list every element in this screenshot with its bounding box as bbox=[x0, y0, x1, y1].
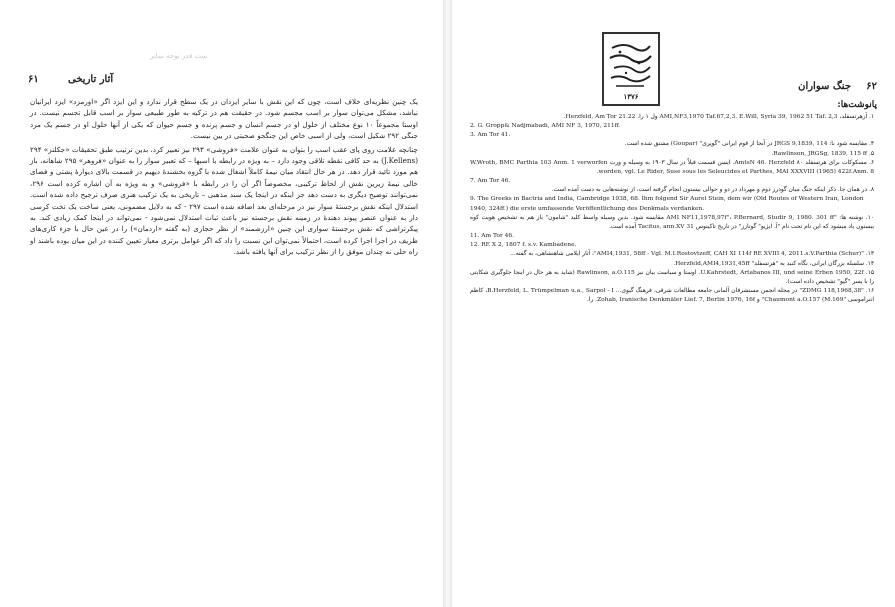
library-stamp bbox=[602, 32, 660, 106]
paragraph: چنانچه علامت روی پای عقب اسب را بتوان به عنوان علامت «فروشی» ۲۹۳ نیز تعبیر کرد، بدین ترتیب طبق تحقیقات «جکلنز» ۲۹۴ (J.Kellens) به حد کافی نقطه تلاقی وجود دارد – به ویژه در رابطه با اسبها – که تعبیر سوار را به عنوان «فروهر» ۲۹۵ شاهانه، باز هم مورد تائید قرار دهد. در هر حال انتقاد میان نیمهٔ کاملاً اشغال شده با گروه بخشندهٔ دیهیم در قسمت بالای دیوارهٔ پشتی و فضای خالی نیمهٔ زیرین نقش از لحاظ ترکیبی، مخصوصاً اگر آن را در رابطه با «فروشی» و به ویژه به آن اشاره کرده است ۲۹۶، نمی‌توانند توضیح دیگری به دست دهد جز اینکه در اینجا یک سند مذهبی – تاریخی به یک ترکیب هنری صرف ترجیح داده شده است. استدلال اینکه نقش برجستهٔ سوار نیز در مرحله‌ای بعد اضافه شده است ۲۹۷ - که به دلایل مضمونی، یعنی ساخت یک تخت کرسی دار به عنوان عنصر پیوند دهندهٔ در زمینه نقش برجسته نیز باعث ثبات استدلال نمی‌شود - نمی‌تواند در اینجا کمک زیادی کند. به پیکرتراشی که نقش برجستهٔ سواری این چنین «ارزشمند» از نظر حجاری (به گفته «اردمان») را در عین حال با جزء کاری‌های ظریف در اجرا اجرا کرده است، احتمالاً نمی‌توان این نسبت را داد که اگر عوامل برتری معیار تعیین کننده در این میان بوده باشند او راه حلی نه چندان موفق را از نظر ترکیب برای آنها یافته باشد. bbox=[30, 144, 418, 257]
footnote: ۸. در همان جا. ذکر اینکه جنگ میان گودرز دوم و مهرداد در دو و حوالی بیستون انجام گرفته است، از نوشته‌هایی به دست آمده است. bbox=[551, 187, 874, 194]
footnote: 3. Am Tor 41. bbox=[470, 132, 511, 139]
book-gutter bbox=[443, 0, 452, 607]
footnote: 7. Am Tor 46. bbox=[470, 178, 511, 185]
footnote: ۱۳. "AMI4,1931, 58ff - Vgl. M.I.Rostovtzeff, CAH XI 114f RE XVIII 4, 2011.s.V.Parthia (Schur)"، آثار ایلامی شاهنشاهی، به گفته... bbox=[510, 251, 874, 258]
footnote: 12. RE X 2, 1807 f. s.v. Kambadene. bbox=[470, 242, 577, 249]
footnotes bbox=[470, 113, 874, 305]
left-body-text bbox=[30, 96, 418, 258]
faint-bleed-text: ست قدر توجه سایر bbox=[150, 52, 208, 60]
footnote: 9. The Greeks in Bactria and India, Cambridge 1938, 68. Ihm folgend Sir Aurel Stein, dem wir (Old Routes of Western Iran, London 1940, 324ff.) die erste umfassende Veröffentlichung des Denkmals verdanken. bbox=[470, 196, 864, 212]
left-page-number: ۶۱ bbox=[28, 74, 39, 85]
footnote: ۱۴. سلسله بزرگان ایرانی، نگاه کنید به "هرتسفلد" Herzfeld,AMI4,1931,45ff. bbox=[673, 260, 874, 267]
footnote: ۱۵. U.Kahrstedt, Artabanos III, und seine Erben 1950, 22f. اوستا و سیاست بیان نیز Rawlinson, a.O.115 (شاید به هر حال در اینجا جلوگیری شکایتی را با پسر "گیو" تشخیص داده است). bbox=[470, 269, 875, 285]
footnote: 2. G. Gropp& Nadjmabadi, AMI NF 3, 1970, 211ff. bbox=[470, 123, 621, 130]
notes-heading: پانوشت‌ها: bbox=[837, 100, 877, 110]
right-page-number: ۶۲ bbox=[866, 81, 877, 92]
footnote: ۱۶. "ZDMG 118,1968,38" در مجله انجمن مستشرقان آلمانی جامعه مطالعات شرقی، فرهنگ گیوی... B.Herzfeld, L. Trümpelman u.a., Sarpol - I، کاظم انتراموسی "Chaumont a.O.157 (M.169" و Zohab, Iranische Denkmäler Lief. 7, Berlin 1976, 16f. را. bbox=[470, 287, 875, 304]
stamp-year: ۱۳۷۶ bbox=[623, 92, 639, 101]
footnote: ۶. مسکوکات برای هرتسفلد ۸۰ AmtsN 46. Herzfeld. ایسن قسمت قبلاً در سال ۱۹۰۳ به وسیله و ورث W.Wroth, BMC Parthia 103 Anm. 1 verworfen worden, vgl. Le Rider, Suse sous les Seleucides et Parthes, MAI XXXVIII (1965) 422f.Anm. 8. bbox=[470, 159, 875, 175]
right-page bbox=[452, 0, 895, 607]
footnote: 11. Am Tor 46. bbox=[470, 233, 515, 240]
paragraph: یک چنین نظریه‌ای خلاف است، چون که این نقش با سایر ایزدان در یک سطح قرار ندارد و این ایزد اگر «اورمزد» ایزد ایرانیان نباشد، مشکل می‌توان سوار بر اسب مجسم شود. در حقیقت هم در ترکیه به طور طبیعی سوار بر اسب قابل تجسم نیست. در اوستا مجموعاً ۱۰ نوع مختلف از حلول او در جسم انسان و جسم پرنده و جسم حیوان که یکی از آنها حلول او در جسم یک مرد جنگی ۲۹۲ شکیل است، ولی از اسبی خاص این جنگجو صحبتی در بین نیست. bbox=[30, 97, 418, 141]
footnote: ۴. مقایسه شود با: JRGS 9,1839, 114 در آنجا از قوم ایرانی "گوپری" (Goupar) مشتق شده است. bbox=[624, 141, 874, 148]
footnote: ۱۰. نوشته ها: "AMI NF11,1978,97f"، P.Bernard, Studir 9, 1980. 301 ff مقایسه شود. بدین وسیله واسط کلید "شامون" باز هم به تشخیص هویت کوه بیستون یاد میشود که این نام تحت نام "آ. ایژیو" گوتارز" در تاریخ تاکیتوس Tacitus, ann.XV 31 آمده است. bbox=[470, 214, 874, 230]
footnote: ۵. Rawlinson, JRGSg, 1839, 115 ff. bbox=[771, 150, 874, 157]
left-page bbox=[0, 0, 443, 607]
footnote: ۱. آرهرتسفلد، AMI,NF3,1970 Taf.67,2,3. E.Will, Syria 39, 1962 51 Taf. 2,3 ول ۱ را. Herzfeld, Am Tor 21.22. bbox=[563, 114, 874, 120]
left-header-title: آثار تاریخی bbox=[68, 74, 114, 85]
right-header-title: جنگ سواران bbox=[798, 81, 851, 92]
